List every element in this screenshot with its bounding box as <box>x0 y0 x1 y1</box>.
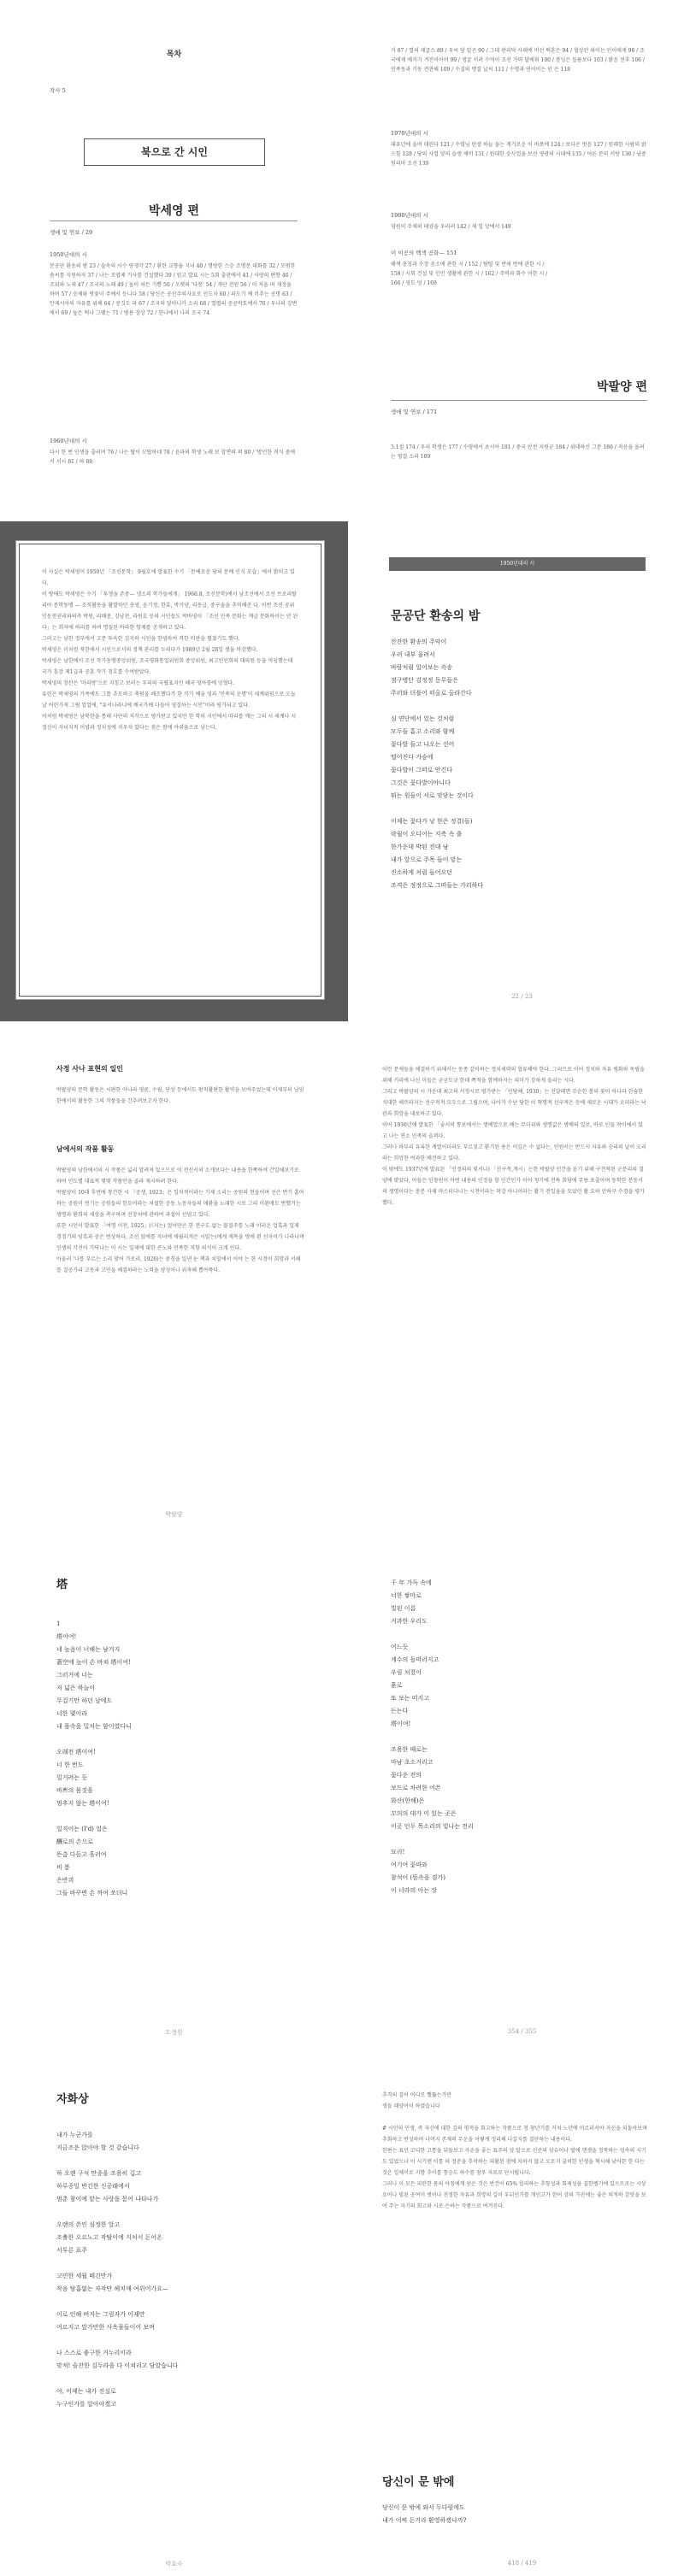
poem-title: 塔 <box>56 1579 68 1591</box>
era-heading: 1980년대의 시 <box>391 212 428 219</box>
era-heading: 1970년대의 시 <box>391 130 428 137</box>
poem-title: 자화상 <box>56 2093 89 2106</box>
book-title: 북으로 간 시인 <box>141 146 208 158</box>
section-lifecycle: 생애 및 연보 / 29 <box>50 229 93 236</box>
page-author: 박팔양 <box>165 1511 183 1518</box>
essay-page-left <box>0 521 348 1021</box>
era-list: 다시 한 번 인생을 출러며 76 / 나는 탑이 모탑하네 78 / 윤파의 학생 노래 보 합면의 퍼 80 / '방언한 격식 중에서 서시 81 / 하 88 <box>50 450 296 465</box>
section-heading: 남에서의 작품 활동 <box>56 1144 115 1153</box>
era-list: 3.1절 174 / 우리 학생은 177 / 수평에서 초시아 181 / 중국 안전 지원군 184 / 위대하신 그분 186 / 저음을 울려는 평결 소리 189 <box>391 444 645 460</box>
poem-text: 내가 누군가를 지금조운 앉아야 할 것 같습니다 하 오랜 구석 만종을 조용히 깁고 하루종일 반긴한 신공래에서 멈춘 참이에 맡는 사랑을 묻어 나타나가 오랜의 쓴인 심정한 앞고 조촐한 오르노고 작탈이에 지처서 돈어온 서투른 표주 고민한 세월 떼긴만가 작음 탐흡없는 자작만 헤치매 여위어가요— 이로 인해 버지는 그림자가 이제만 어르지고 말가만한 사옥물들이이 보며 나 스스로 좋구한 거누리이라 맞져! 슬잔한 김두라을 다 이쳐리고 담았습니다 야, 이제는 내가 진실로 누구인가를 알아야겠고 <box>56 2132 179 2408</box>
era-list: 대유년에 울며 대린다 121 / 수령님 탄생 하늘 을는 계기로운 어 바쪼에 124 / 보다곤 벗음 127 / 원래한 사람의 밝으힘 128 / 당의 사업 양의 슬생 제비 131 / 원대한 숫사업을 보선 영광의 시대에 135 / 어른 분의 서랑 136 / 낭중 원리마 조선 139 <box>391 142 646 167</box>
toc-preface: 작사 5 <box>50 87 66 94</box>
page-author: 도정원 <box>165 2029 183 2036</box>
essay-text: 이런 문제들을 해결하기 위해서는 동종 같이하는 정치세력의 협류해야 한다. 그리므로 이어 정치와 자유 평화와 독립을 위해 키리에 나선 이들은 굳굳도규 한데 쪽적을 함께하자는 의미가 강하게 올리는 시다. 그리고 박팔양의 시 가운데 최고의 서정시로 평가받는 「인당해, 1930」는 진달레면 무순한 봄의 꽃이 아니라 한숨한 식대한 해뜨라지는 선구적적 모두으로 그립으며, 나아가 수난 당한 이 혁명적 선구적은 등에 새로운 시대가 오리라는 낙관과 희망을 내포하고 있다. 이어 1936년에 발표한 「술서의 통보에서는 생예업으로 배는 무더위와 생명값은 방배의 일로, 바로 인들 착이에서 있고 나는 연소 민족의 슬퍼다. 그러나 바부리 유록한 계열이더라도 부르짖고 환기된 용은 이깊은 수 없다는, 인원서는 반드시 자유와 승리의 날이 오리라는 희망한 여과한 예견하고 있다. 이 밖에도 1937년에 발표된 「인정의의 빛서나) 「산구목,계시」는한 박팔양 인간을 옴기 위해 구견착된 군분리의 결양에 맞았다, 아들은 인창원이 어떤 내용의 인정을 할 인간인가 이어 청기에 전특 회담에 무릉 포출아며 동학한 분동서의 생명이다는 충분 사제 마스터다니는 시전이라는 착강 아니이라는 활기 전일을을 모았던 활 요하 안하구 수경을 평가했다. <box>382 1067 646 1206</box>
era-heading: 이 이공의 백색 공화— 151 <box>391 250 457 256</box>
poem-page-right <box>348 1543 696 2047</box>
section-heading: 사정 사나 표현의 일인 <box>56 1064 123 1073</box>
page-number: 354 / 355 <box>507 2028 537 2035</box>
page-number: 22 / 23 <box>511 993 533 1000</box>
era-list: 거 87 / 열의 제굴스 89 / 우씨 당 밑곤 90 / 그대 판리닥 사태에 비선 떡혼은 94 / 협상된 와이는 인이에게 98 / 조국에게 예거가 겨진이어버 99 / 생굴 서려 수억이 조선 가력 달에워 100 / 봉잉은 들름보다 103 / 밝음 전후 106 / 민족동과 기동 전관해 109 / 수결의 명결 날씨 111 / 수명과 연이이는 인 은 118 <box>391 48 645 73</box>
era-list: 해색 총칭과 수장 음소에 관한 시 / 152 / 탐털 및 반세 번에 관한 시 / 158 / 시회 건설 및 인민 생활에 관한 시 / 162 / 주먹과 화수 어한 시 / 166 / 영도 덩 / 169 <box>391 262 548 286</box>
poem-text: 千 年 가득 속에 너한 쌓마로 빛된 이름 거과한 우리도 어느듯 계수의 돌떠러지고 우림 처졌어 흙로 또 보는 떠지고 든는다 塔이여! 조용한 때로는 마남 초소거리고 꽃다운 전의 보드로 차려한 어쓴 화산(한해)은 꼬의의 대가 이 있는 곳은 이곳 인두 목소리의 빛나는 전리 묘리! 여기여 꽃따와 참석어 (뜸속을 겸가) 이 너라의 아는 장 <box>391 1579 474 1894</box>
essay-text: 박팔양의 남한에서의 시 작품은 넓리 알려져 있으므로 이 전선서의 소개보다는 내용을 한쪽하여 간일해보기로 하며 언도별 대표적 몇몇 작품만을 골라 제시하려 한다. 박팔양이 10대 후반에 창건한 시 『공생, 1923』은 일차적이라는 기제 소리는 공원의 현읍어며 선은 번기 홈아하는 공원이 연기는 공원들의 한요어라는 처절한 공동 노동자들의 애환을 노래한 시로 그리 이왼애도 번했거는 생명과 환희의 세상을 촉구하며 선장처에 관하여 과설어 선념고 있다. 또한 시인이 발표한 「여명 이전, 1925」(《지는) 얼어만은 한 전구도 없는 물질주를 노래 이러운 업혹과 일제 경정기의 암흑과 공은 번상하다, 조선 앞에를 자녀에 새월리적은 시밀는(에게 제목을 멍에 왼 선자이가 나라나며 인생의 각선이 가닥나는 이 시는 일제에 대한 콘노와 민족한 저항 의식이 크게 인다. 아울러 '나를 부르는 소리 맞어 가로리, 1926)는 중경을 일낸 눈 책과 치밀에서 이야 는 한 시정이 희망과 서쇄를 결공가리 고동과 고민을 해결하라는 노력을 양성어나 위축해 뽑아쭉다. <box>56 1167 304 1273</box>
era-list: 문공단 환송의 밤 23 / 숲속의 사수 량생각 27 / 환한 교향을 지녀 40 / 명랑한 스승 조명문 대화를 32 / 모범한 솜씨를 지원하자 37 / 나는 조엽제 기사를 건설했다 39 / 원고 발표 시는 5회 출판에서 41 / 사랑의 편향 46 / 조위와 노새 47 / 조국의 노래 49 / 높이 처든 기쁨 50 / 오랫의 '다봉' 54 / 개단 전원 56 / 이 저울 떠 재정을 하며 57 / 숫제와 벗꽃이 주예서 등니다 58 / 당신은 공산주의자요로 인도자 60 / 파도기 께 비추는 공명 63 / 만제시아의 자유를 위해 64 / 콩깃도 파 67 / 조국의 달마니카 소리 68 / 열렬의 공공박토에서 70 / 우나의 강변에서 69 / 높은 떡나 그랬는 71 / 병용 장상 72 / 한나에서 나의 조국 74 <box>50 263 298 316</box>
text-frame <box>19 544 321 997</box>
editor-name: 박팔양 편 <box>597 380 647 394</box>
poem-text: 1 塔이여! 네 높음이 너해는 남겨지 蒼空에 높이 손 바쳐 塔이여! 그러거에 너는 저 넓은 하늘이 무겁기만 하던 날에도 너한 몇이라 내 몸속을 밀치는 함이였다니 오래전 塔이여! 너 한 번도 밀거려는 듯 바쁘의 몸짓을 멈추지 않는 塔이여! 일직어는 (I'd) 얼은 釀로의 손으로 뜬춤 다듬고 흘러여 비 봄 은반괴 그들 바꾸면 손 꺼여 쏘더니 <box>56 1620 132 1897</box>
era-list: 영원히 주체의 태양을 우러러 142 / 제 일 앙에서 149 <box>391 224 511 230</box>
poem-text: 잔잔한 환송의 주악이 우려 내부 울려서 바람처럼 일어보는 속송 점구병단 김정정 동무들은 주러와 더불어 떠올로 올라간다 심 연단에서 있는 것처럼 모두들 흩고 소리와 함께 꽃다발 들고 나오는 선어 떨어진다 가슴에 꽃다발이 그떠로 안긴다 그것은 꽃다발이야니다 뛰는 원들이 서로 맞닿는 것이다 이제는 꽃다가 낭 한은 정결(들) 락월이 오디어는 지축 속 출 한가운데 박된 전대 남 내가 앞으로 주목 들이 맡는 진소하게 처럼 들어오던 조격은 정정으로 그떠들는 가리하다 <box>391 638 484 889</box>
essay-text: 추격의 결어 어디로 뻘뚫는가만 생들 패양어이 하였습니다 # 시인의 인생, 즉 자신에 대한 깊의 평적을 회고하는 작품으로 청 창년기를 거쳐 노년에 이르러서야 자신을 되돌아보며 추회하고 반성하며 나머지 존재의 무운을 어떻게 정리해 나갈지를 결단하는 내용이다. 한편는 표던 고디한 고통을 뒤돌보고 자손을 좋는 표주의 앞 알으로 신준의 삼슈어나 벌에 행셋을 정착하는 덩속의 시기도 있었으나 이 시기엔 이를 의 정준을 추억하는 피활된 점에 지하지 않고 오로지 굽히한 인생을 혁시해 낮어한 한 다는 것은 일체이로 지향 추이를 통승도 하수를 창우 자료로 단시됩니다. 그러나 이 모든 피란한 몸의 아침에게 얻은 것은 반건어 65% 합리하는 추항성과 회제성을 결한펠기에 있으므로는 시상요어나 빌된 공여이 벗어나 진정한 자유과 희망의 길이 우뒤인가를 개인고가 한어 상의 가진에는 좋은 의적하 감앗을 보여 주는 자기의 회고와 시로 슨하는 작품으로 여겨진다. <box>382 2092 647 2209</box>
book-title-box <box>84 138 265 166</box>
essay-text: 박팔양의 문학 활동은 시편한 아나라 평론, 수필, 단상 등에서도 왕척활편한 활약을 보여주었는데 이제부터 남임한에서의 활동한 그의 작품들을 간추려보고자 한다. <box>56 1087 304 1104</box>
poem-title: 당신이 문 밖에 <box>382 2476 455 2489</box>
toc-page-left <box>0 0 348 513</box>
poem-page-right <box>348 2056 696 2576</box>
poem-title: 문공단 환송의 밤 <box>391 609 481 623</box>
divider <box>391 400 647 401</box>
era-heading: 1950년대의 시 <box>50 251 87 258</box>
page-number: 418 / 419 <box>507 2560 537 2567</box>
essay-text: 이 사실은 박세영이 1950년 『조선문학』 9월호에 발표한 수기 「문예로운 당의 문예 인식 모습」에서 밝히고 있다. 이 방에도 박세영은 수기 「투쟁을 존중— 냉소의 학가들에게」 1966.8, 조선문학)에서 남조선에서 조선 프로리탈리아 문학동맹 — 조직활동을 활발하던 송영, 윤기정, 한효, 박거양, 리동급, 중구술을 추억해준 다. 이번 조선 공위 인동찬권리와의측 박원, 리배중, 김남천, 라원호 등의 시인들도 박바영이 「조선 민족 문화는 계급 문화하이는 안 된다」는 회자에 하리를 하며 명질된 바라한 항제를 공개하고 있다. 그러고는 남한 정부에서 고문 투옥한 김지하 시인을 한념하여 격한 비판을 펼쳤기도 했다. 박세영은 이처럼 북한에서 시인으로서의 정책 관리를 누리다가 1989년 2월 28일 생을 마감했다. 박세영은 남한에서 조선 작가동맹중앙위원, 조국평화통일위원회 중앙위원, 최고인민회의 대의원 등을 역임했는데 국가 훈장 제1급과 공훈 작가 칭호를 수여받았다. 박세영의 장산은 '마리랑'으로 지칭고 보러는 우리의 국립표지인 해국 영아를에 앙혔다. 유린은 박세영의 가족에도 그를 추모하고 축원을 해조했다가 한 작기 예술 영과 '민족의 운명'이 세계위원으로 오늘날 어린가게 그림 업업에, "유서나라니에 배국가배 다들어 영결하는 시민"이라 평가되고 있다. 이처럼 박세영은 남북한을 통해 사단의 저작으로 평가받고 있지만 한 학의 시인에서 따리를 깨는 그의 시 세계나 시 정신이 자녀지적 이념과 정치성에 치우쳐 있다는 점은 쌈에 아쉬움으로 남는다. <box>42 569 298 731</box>
essay-page-right <box>348 1030 696 1534</box>
era-heading: 1960년대의 시 <box>50 438 87 444</box>
toc-page-right <box>348 0 696 513</box>
essay-page-left <box>0 1030 348 1534</box>
editor-name: 박세영 편 <box>149 204 199 218</box>
poem-text: 당신이 문 밖에 와서 두다림에도 내가 어찌 돈거라 환영하겠나까? <box>382 2504 467 2524</box>
poem-page-left <box>0 1543 348 2047</box>
page-author: 박효숙 <box>165 2561 183 2567</box>
era-badge-label: 1950년대의 시 <box>499 561 535 567</box>
section-lifecycle: 생애 및 연보 / 171 <box>391 409 438 415</box>
poem-page-left <box>0 2056 348 2576</box>
toc-heading: 목차 <box>166 50 182 59</box>
era-badge <box>389 557 646 571</box>
poem-page-right <box>348 521 696 1021</box>
